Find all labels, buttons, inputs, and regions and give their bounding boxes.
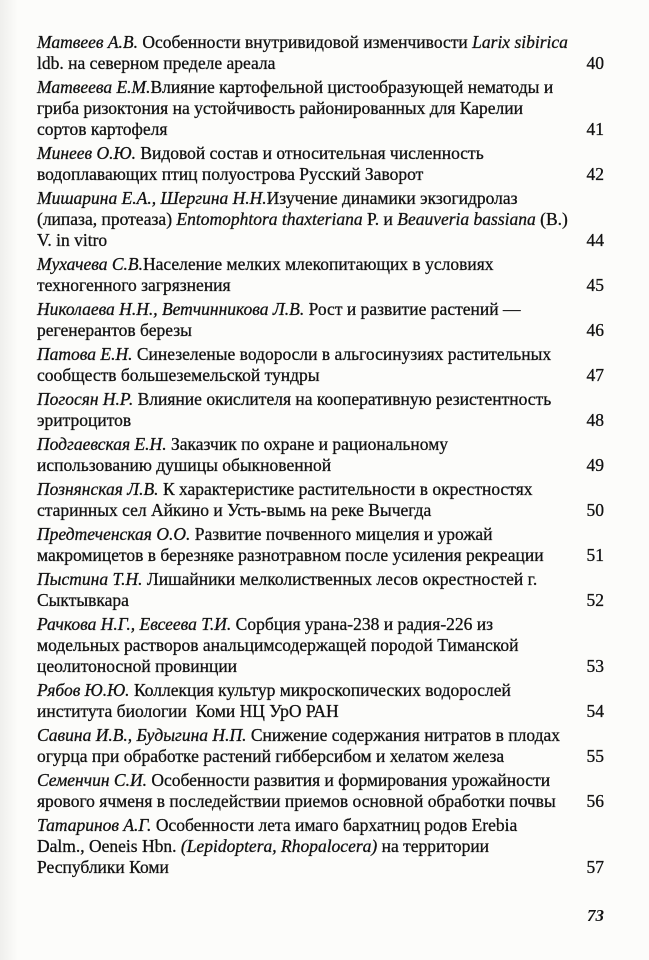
entry-title-text: эритроцитов: [37, 410, 132, 430]
toc-entry-page-number: 48: [586, 410, 604, 430]
entry-title-text: Особенности внутривидовой изменчивости: [142, 32, 473, 52]
entry-title-text: Республики Коми: [37, 857, 169, 877]
toc-entry-line: [37, 815, 614, 836]
toc-entry-line: [37, 188, 614, 209]
toc-entry-line: [37, 254, 614, 275]
toc-entry-page-number: 41: [586, 119, 604, 139]
entry-title-text: сообществ большеземельской тундры: [37, 365, 320, 385]
entry-authors: Погосян Н.Р.: [37, 389, 138, 409]
entry-title-text: Dalm., Oeneis Hbn.: [37, 836, 181, 856]
toc-entry-line: [37, 479, 614, 500]
entry-title-text: водоплавающих птиц полуострова Русский Заворот: [37, 164, 424, 184]
toc-entry-line: [37, 746, 614, 767]
entry-title-text: Видовой состав и относительная численность: [140, 143, 484, 163]
toc-entry-line: [37, 455, 614, 476]
toc-entry-line: [37, 209, 614, 230]
toc-entry-page-number: 42: [586, 164, 604, 184]
toc-entry-page-number: 50: [586, 500, 604, 520]
entry-title-text: Синезеленые водоросли в альгосинузиях растительных: [136, 344, 552, 364]
entry-title-text: P. и: [362, 209, 398, 229]
entry-latin-name: Entomophtora thaxteriana: [176, 209, 363, 229]
entry-authors: Минеев О.Ю.: [37, 143, 141, 163]
entry-title-text: Сыктывкара: [37, 590, 129, 610]
toc-entry: [37, 188, 614, 251]
toc-entry: [37, 143, 614, 185]
toc-entry-line: [37, 836, 614, 857]
entry-title-text: регенерантов березы: [37, 320, 192, 340]
toc-entry-line: [37, 299, 614, 320]
toc-entry-page-number: 52: [586, 590, 604, 610]
entry-title-text: (липаза, протеаза): [37, 209, 177, 229]
entry-authors: Рябов Ю.Ю.: [37, 680, 134, 700]
entry-authors: Семенчин С.И.: [37, 770, 152, 790]
toc-entry: [37, 434, 614, 476]
toc-entry-page-number: 51: [586, 545, 604, 565]
entry-title-text: макромицетов в березняке разнотравном после усиления рекреации: [37, 545, 544, 565]
toc-entry-line: [37, 725, 614, 746]
toc-entry-line: [37, 656, 614, 677]
entry-title-text: (В.): [535, 209, 568, 229]
toc-entry-line: [37, 53, 614, 74]
entry-title-text: Коллекция культур микроскопических водорослей: [133, 680, 511, 700]
entry-authors: Николаева Н.Н., Ветчинникова Л.В.: [37, 299, 309, 319]
toc-entry-line: [37, 365, 614, 386]
toc-entry: [37, 299, 614, 341]
toc-entry-page-number: 47: [586, 365, 604, 385]
entry-title-text: Рост и развитие растений —: [308, 299, 521, 319]
entry-title-text: института биологии Коми НЦ УрО РАН: [37, 701, 339, 721]
toc-entry-line: [37, 500, 614, 521]
toc-entry-line: [37, 791, 614, 812]
toc-entry: [37, 770, 614, 812]
entry-authors: Савина И.В., Будыгина Н.П.: [37, 725, 251, 745]
entry-title-text: Снижение содержания нитратов в плодах: [250, 725, 561, 745]
entry-title-text: Влияние окислителя на кооперативную резистентность: [137, 389, 552, 409]
entry-title-text: ярового ячменя в последействии приемов основной обработки почвы: [37, 791, 556, 811]
toc-entry-line: [37, 143, 614, 164]
toc-entry-page-number: 46: [586, 320, 604, 340]
toc-entry-line: [37, 164, 614, 185]
toc-entry-line: [37, 119, 614, 140]
toc-entry-page-number: 55: [586, 746, 604, 766]
entry-authors: Матвеева Е.М.: [37, 77, 151, 97]
entry-title-text: цеолитоносной провинции: [37, 656, 238, 676]
entry-latin-name: Beauveria bassiana: [397, 209, 536, 229]
toc-entry: [37, 77, 614, 140]
toc-list: [37, 32, 614, 881]
toc-entry: [37, 344, 614, 386]
entry-title-text: Население мелких млекопитающих в условиях: [143, 254, 494, 274]
entry-title-text: Развитие почвенного мицелия и урожай: [194, 524, 493, 544]
entry-authors: Рачкова Н.Г., Евсеева Т.И.: [37, 614, 236, 634]
toc-entry-page-number: 40: [586, 53, 604, 73]
toc-entry-page-number: 45: [586, 275, 604, 295]
toc-entry-line: [37, 635, 614, 656]
entry-authors: Познянская Л.В.: [37, 479, 163, 499]
entry-title-text: сортов картофеля: [37, 119, 168, 139]
toc-entry-page-number: 56: [586, 791, 604, 811]
toc-entry-line: [37, 545, 614, 566]
toc-entry-line: [37, 590, 614, 611]
entry-title-text: Заказчик по охране и рациональному: [170, 434, 449, 454]
entry-title-text: Влияние картофельной цистообразующей нематоды и: [150, 77, 554, 97]
toc-entry: [37, 479, 614, 521]
toc-entry: [37, 389, 614, 431]
toc-entry-page-number: 44: [586, 230, 604, 250]
entry-authors: Подгаевская Е.Н.: [37, 434, 171, 454]
toc-entry-line: [37, 680, 614, 701]
toc-entry-page-number: 53: [586, 656, 604, 676]
entry-authors: Пыстина Т.Н.: [37, 569, 147, 589]
toc-entry-page-number: 54: [586, 701, 604, 721]
scan-edge-shading: [0, 0, 18, 960]
toc-entry-line: [37, 98, 614, 119]
page-number-footer: 73: [587, 906, 604, 925]
entry-authors: Мухачева С.В.: [37, 254, 143, 274]
toc-entry-page-number: 49: [586, 455, 604, 475]
toc-entry-line: [37, 701, 614, 722]
toc-entry-line: [37, 275, 614, 296]
entry-title-text: гриба ризоктония на устойчивость районированных для Карелии: [37, 98, 523, 118]
entry-title-text: ldb. на северном пределе ареала: [37, 53, 276, 73]
toc-entry: [37, 254, 614, 296]
toc-entry-line: [37, 410, 614, 431]
toc-entry-line: [37, 857, 614, 878]
toc-entry-line: [37, 569, 614, 590]
toc-entry: [37, 569, 614, 611]
entry-title-text: Изучение динамики экзогидролаз: [266, 188, 518, 208]
toc-entry-page-number: 57: [586, 857, 604, 877]
toc-entry-line: [37, 344, 614, 365]
entry-title-text: техногенного загрязнения: [37, 275, 231, 295]
toc-entry: [37, 725, 614, 767]
toc-entry-line: [37, 77, 614, 98]
entry-authors: Татаринов А.Г.: [37, 815, 156, 835]
entry-authors: Предтеченская О.О.: [37, 524, 195, 544]
entry-title-text: К характеристике растительности в окрестностях: [162, 479, 533, 499]
entry-title-text: V. in vitro: [37, 230, 108, 250]
entry-title-text: Особенности развития и формирования урожайности: [151, 770, 551, 790]
toc-entry: [37, 680, 614, 722]
entry-title-text: Лишайники мелколиственных лесов окрестностей г.: [146, 569, 538, 589]
entry-latin-name: Larix sibirica: [472, 32, 568, 52]
toc-entry-line: [37, 434, 614, 455]
toc-entry: [37, 614, 614, 677]
entry-title-text: на территории: [377, 836, 490, 856]
toc-entry: [37, 32, 614, 74]
entry-title-text: модельных растворов анальцимсодержащей породой Тиманской: [37, 635, 519, 655]
entry-authors: Матвеев А.В.: [37, 32, 143, 52]
entry-title-text: Особенности лета имаго бархатниц родов Erebia: [155, 815, 518, 835]
toc-entry-line: [37, 230, 614, 251]
toc-entry-line: [37, 614, 614, 635]
toc-entry-line: [37, 524, 614, 545]
toc-entry-line: [37, 320, 614, 341]
toc-entry: [37, 524, 614, 566]
toc-entry-line: [37, 32, 614, 53]
entry-authors: Патова Е.Н.: [37, 344, 137, 364]
entry-latin-name: (Lepidoptera, Rhopalocera): [180, 836, 378, 856]
toc-entry: [37, 815, 614, 878]
entry-title-text: огурца при обработке растений гибберсибом и хелатом железа: [37, 746, 505, 766]
entry-title-text: старинных сел Айкино и Усть-вымь на реке Вычегда: [37, 500, 432, 520]
toc-entry-line: [37, 389, 614, 410]
entry-title-text: использованию душицы обыкновенной: [37, 455, 332, 475]
entry-title-text: Сорбция урана-238 и радия-226 из: [235, 614, 494, 634]
toc-entry-line: [37, 770, 614, 791]
entry-authors: Мишарина Е.А., Шергина Н.Н.: [37, 188, 267, 208]
